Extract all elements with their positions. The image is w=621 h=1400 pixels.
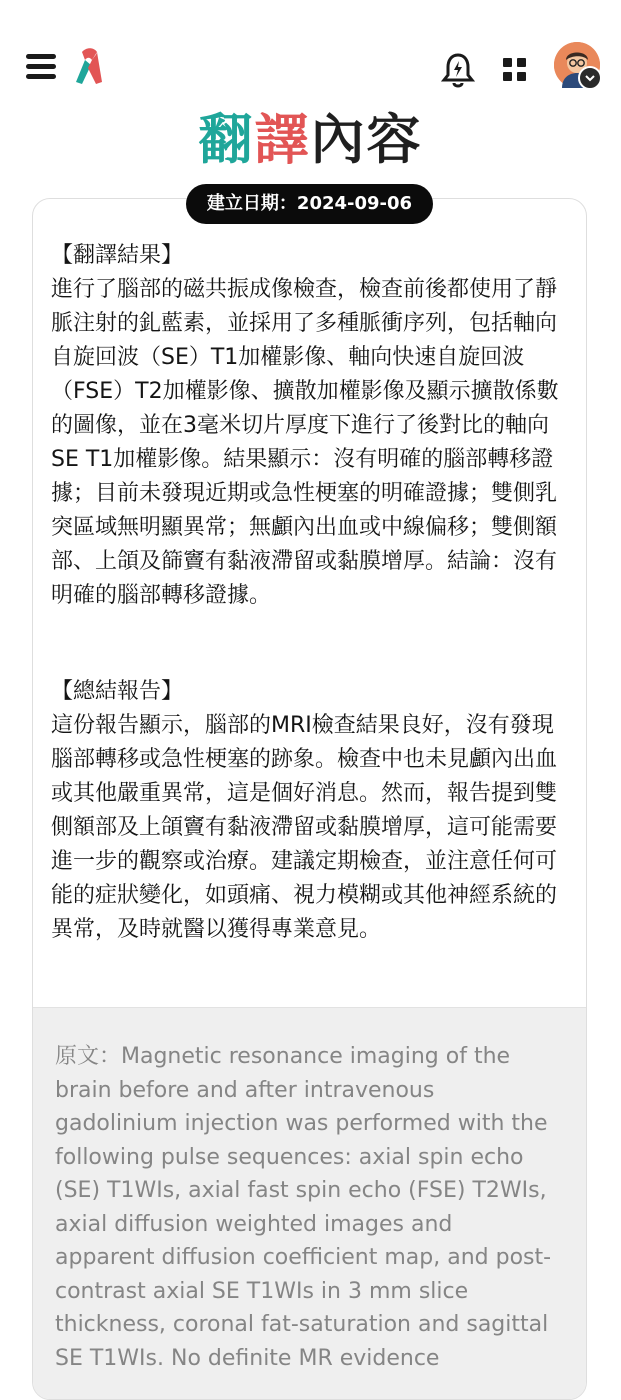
summary-body: 這份報告顯示，腦部的MRI檢查結果良好，沒有發現腦部轉移或急性梗塞的跡象。檢查中也未見顱內出血或其他嚴重異常，這是個好消息。然而，報告提到雙側額部及上頜竇有黏液滯留或黏膜增厚，這可能需要進一步的觀察或治療。建議定期檢查，並注意任何可能的症狀變化，如頭痛、視力模糊或其他神經系統的異常，及時就醫以獲得專業意見。 [51,713,558,942]
translation-body: 進行了腦部的磁共振成像檢查，檢查前後都使用了靜脈注射的釓藍素，並採用了多種脈衝序列，包括軸向自旋回波（SE）T1加權影像、軸向快速自旋回波（FSE）T2加權影像、擴散加權影像及顯示擴散係數的圖像，並在3毫米切片厚度下進行了後對比的軸向SE T1加權影像。結果顯示：沒有明確的腦部轉移證據；目前未發現近期或急性梗塞的明確證據；雙側乳突區域無明顯異常；無顱內出血或中線偏移；雙側額部、上頜及篩竇有黏液滯留或黏膜增厚。結論：沒有明確的腦部轉移證據。 [51,277,559,608]
translation-section [51,239,566,613]
title-part-1: 翻 [198,108,255,171]
awareness-ribbon-icon[interactable] [72,48,106,88]
top-bar [0,40,621,96]
original-text-panel [33,1007,586,1400]
hamburger-menu-icon[interactable] [26,54,56,80]
summary-section [51,675,566,947]
page-title [0,108,621,172]
summary-heading: 【總結報告】 [51,679,184,704]
user-avatar[interactable] [554,42,600,88]
original-text: 原文：Magnetic resonance imaging of the brain before and after intravenous gadolinium injection was performed with the following pulse sequences: axial spin echo (SE) T1WIs, axial fast spin echo (FSE) T2WIs, axial diffusion weighted images and apparent diffusion coefficient map, and post-contrast axial SE T1WIs in 3 mm slice thickness, coronal fat-saturation and sagittal SE T1WIs. No definite MR evidence [55,1044,552,1371]
apps-grid-icon[interactable] [503,58,527,82]
title-part-3: 內容 [310,108,423,171]
title-part-2: 譯 [254,108,311,171]
chevron-down-icon[interactable] [578,66,602,90]
notification-bell-icon[interactable] [441,52,475,88]
created-date-badge: 建立日期：2024-09-06 [186,184,433,224]
translation-card [32,198,587,1400]
translation-heading: 【翻譯結果】 [51,243,184,268]
